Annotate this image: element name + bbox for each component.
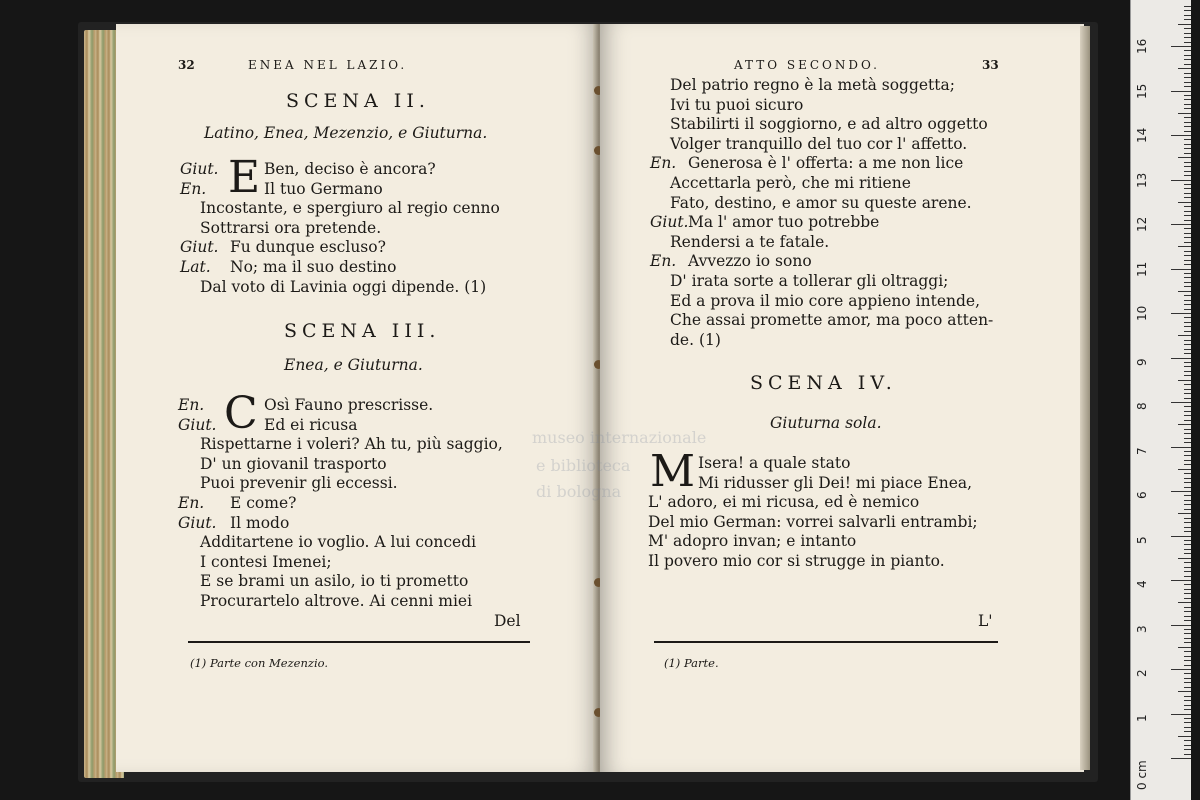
ruler-tick bbox=[1184, 660, 1191, 661]
ruler-tick bbox=[1184, 251, 1191, 252]
footnote-rule bbox=[654, 641, 998, 643]
ruler-tick bbox=[1184, 166, 1191, 167]
ruler-tick bbox=[1171, 536, 1191, 537]
ruler-tick bbox=[1171, 669, 1191, 670]
ruler-tick bbox=[1184, 277, 1191, 278]
speaker-label: Giut. bbox=[180, 160, 219, 178]
ruler-tick bbox=[1184, 429, 1191, 430]
ruler-tick bbox=[1184, 104, 1191, 105]
verse-line: E se brami un asilo, io ti prometto bbox=[200, 572, 469, 591]
speaker-label: En. bbox=[178, 494, 205, 512]
verse-line: Ben, deciso è ancora? bbox=[264, 160, 436, 178]
ruler-tick bbox=[1184, 371, 1191, 372]
ruler-tick bbox=[1184, 495, 1191, 496]
ruler-tick bbox=[1184, 611, 1191, 612]
ruler-tick bbox=[1184, 678, 1191, 679]
ruler-tick bbox=[1184, 642, 1191, 643]
right-catchword: L' bbox=[978, 612, 993, 630]
verse-line: Che assai promette amor, ma poco atten- bbox=[670, 311, 994, 330]
ruler-tick bbox=[1178, 647, 1191, 648]
left-page bbox=[116, 24, 598, 772]
ruler-tick bbox=[1184, 527, 1191, 528]
ruler-tick bbox=[1178, 602, 1191, 603]
ruler-tick bbox=[1184, 340, 1191, 341]
ruler-tick bbox=[1184, 228, 1191, 229]
ruler-number: 9 bbox=[1135, 357, 1149, 366]
ruler-number: 11 bbox=[1135, 261, 1149, 277]
verse-line: E come? bbox=[230, 494, 297, 512]
ruler-tick bbox=[1184, 700, 1191, 701]
verse-line: Volger tranquillo del tuo cor l' affetto. bbox=[670, 134, 968, 153]
watermark-line: museo internazionale bbox=[532, 428, 707, 447]
ruler-tick bbox=[1184, 740, 1191, 741]
ruler-tick bbox=[1184, 384, 1191, 385]
ruler-tick bbox=[1184, 673, 1191, 674]
ruler-tick bbox=[1184, 304, 1191, 305]
verse-line: Ed a prova il mio core appieno intende, bbox=[670, 291, 980, 310]
verse-line: Osì Fauno prescrisse. bbox=[264, 396, 434, 414]
verse-line: Sottrarsi ora pretende. bbox=[200, 218, 382, 237]
ruler-tick bbox=[1184, 344, 1191, 345]
ruler-tick bbox=[1178, 202, 1191, 203]
ruler-tick bbox=[1184, 86, 1191, 87]
ruler-tick bbox=[1184, 482, 1191, 483]
ruler-tick bbox=[1184, 633, 1191, 634]
ruler-tick bbox=[1184, 353, 1191, 354]
verse-line: I contesi Imenei; bbox=[200, 552, 332, 571]
ruler-tick bbox=[1184, 37, 1191, 38]
ruler-tick bbox=[1184, 518, 1191, 519]
ruler-tick bbox=[1184, 665, 1191, 666]
verse-line: Il modo bbox=[230, 513, 290, 532]
ruler-tick bbox=[1184, 656, 1191, 657]
ruler-tick bbox=[1184, 255, 1191, 256]
ruler-tick bbox=[1184, 184, 1191, 185]
verse-line: M' adopro invan; e intanto bbox=[648, 532, 857, 551]
ruler-tick bbox=[1184, 33, 1191, 34]
ruler-tick bbox=[1178, 424, 1191, 425]
ruler-tick bbox=[1184, 504, 1191, 505]
ruler-tick bbox=[1178, 513, 1191, 514]
ruler-tick bbox=[1184, 349, 1191, 350]
verse-line: Mi ridusser gli Dei! mi piace Enea, bbox=[698, 473, 973, 492]
ruler-number: 1 bbox=[1135, 713, 1149, 722]
ruler-tick bbox=[1184, 638, 1191, 639]
speaker-label: Giut. bbox=[178, 513, 217, 532]
ruler-tick bbox=[1184, 50, 1191, 51]
ruler-tick bbox=[1171, 625, 1191, 626]
ruler-tick bbox=[1184, 629, 1191, 630]
ruler-tick bbox=[1184, 264, 1191, 265]
ruler-tick bbox=[1184, 64, 1191, 65]
ruler-tick bbox=[1184, 108, 1191, 109]
ruler-tick bbox=[1184, 487, 1191, 488]
ruler-tick bbox=[1184, 309, 1191, 310]
ruler-tick bbox=[1184, 139, 1191, 140]
ruler-unit-label: 0 cm bbox=[1135, 760, 1149, 790]
ruler-tick bbox=[1184, 326, 1191, 327]
ruler-tick bbox=[1184, 77, 1191, 78]
ruler-tick bbox=[1184, 211, 1191, 212]
page-stack-edge bbox=[1080, 26, 1090, 770]
left-footnote: (1) Parte con Mezenzio. bbox=[190, 656, 328, 670]
ruler-tick bbox=[1178, 558, 1191, 559]
verse-line: Del mio German: vorrei salvarli entrambi; bbox=[648, 512, 978, 531]
ruler-tick bbox=[1184, 473, 1191, 474]
ruler-tick bbox=[1184, 206, 1191, 207]
ruler-tick bbox=[1184, 442, 1191, 443]
ruler-tick bbox=[1184, 433, 1191, 434]
ruler-tick bbox=[1184, 705, 1191, 706]
ruler-tick bbox=[1171, 180, 1191, 181]
ruler-tick bbox=[1184, 522, 1191, 523]
ruler-tick bbox=[1184, 616, 1191, 617]
ruler-tick bbox=[1184, 82, 1191, 83]
ruler-tick bbox=[1184, 754, 1191, 755]
right-folio: 33 bbox=[982, 58, 999, 72]
scene-title-iv: SCENA IV. bbox=[750, 372, 897, 394]
ruler-tick bbox=[1184, 607, 1191, 608]
ruler-tick bbox=[1184, 576, 1191, 577]
scene-ii-cast: Latino, Enea, Mezenzio, e Giuturna. bbox=[204, 124, 488, 142]
verse-line: Generosa è l' offerta: a me non lice bbox=[688, 154, 964, 173]
verse-line: Ed ei ricusa bbox=[264, 415, 358, 434]
ruler-tick bbox=[1184, 6, 1191, 7]
ruler-tick bbox=[1184, 28, 1191, 29]
ruler-tick bbox=[1184, 19, 1191, 20]
scene-iv-cast: Giuturna sola. bbox=[770, 414, 882, 432]
left-running-head: ENEA NEL LAZIO. bbox=[248, 58, 408, 72]
ruler-tick bbox=[1184, 197, 1191, 198]
ruler-tick bbox=[1184, 42, 1191, 43]
ruler-tick bbox=[1184, 59, 1191, 60]
ruler-tick bbox=[1184, 727, 1191, 728]
ruler-tick bbox=[1184, 598, 1191, 599]
ruler-tick bbox=[1184, 651, 1191, 652]
speaker-label: En. bbox=[650, 154, 677, 173]
ruler-tick bbox=[1184, 571, 1191, 572]
ruler-tick bbox=[1184, 584, 1191, 585]
ruler-tick bbox=[1171, 135, 1191, 136]
ruler-tick bbox=[1184, 553, 1191, 554]
ruler-tick bbox=[1178, 691, 1191, 692]
ruler-number: 12 bbox=[1135, 216, 1149, 232]
ruler-tick bbox=[1184, 317, 1191, 318]
ruler-tick bbox=[1184, 366, 1191, 367]
ruler-tick bbox=[1184, 687, 1191, 688]
ruler-tick bbox=[1184, 411, 1191, 412]
ruler-tick bbox=[1184, 478, 1191, 479]
ruler-tick bbox=[1171, 358, 1191, 359]
right-running-head: ATTO SECONDO. bbox=[734, 58, 880, 72]
ruler-tick bbox=[1171, 714, 1191, 715]
speaker-label: En. bbox=[650, 252, 677, 271]
ruler-tick bbox=[1171, 91, 1191, 92]
drop-cap: E bbox=[228, 152, 261, 203]
verse-line: Del patrio regno è la metà soggetta; bbox=[670, 76, 955, 94]
speaker-label: En. bbox=[178, 396, 205, 414]
ruler-tick bbox=[1184, 122, 1191, 123]
scene-title-iii: SCENA III. bbox=[284, 320, 441, 342]
footnote-rule bbox=[188, 641, 530, 643]
ruler-tick bbox=[1171, 580, 1191, 581]
left-folio: 32 bbox=[178, 58, 195, 72]
ruler-tick bbox=[1178, 291, 1191, 292]
speaker-label: Giut. bbox=[180, 238, 219, 257]
ruler-tick bbox=[1184, 745, 1191, 746]
ruler-tick bbox=[1184, 722, 1191, 723]
ruler-tick bbox=[1184, 175, 1191, 176]
ruler-tick bbox=[1184, 55, 1191, 56]
verse-line: Accettarla però, che mi ritiene bbox=[670, 174, 911, 192]
ruler-tick bbox=[1178, 24, 1191, 25]
ruler-tick bbox=[1184, 455, 1191, 456]
ruler-tick bbox=[1184, 531, 1191, 532]
ruler-number: 8 bbox=[1135, 402, 1149, 410]
ruler-tick bbox=[1184, 233, 1191, 234]
right-page bbox=[600, 24, 1084, 772]
verse-line: Additartene io voglio. A lui concedi bbox=[200, 533, 477, 552]
ruler-tick bbox=[1184, 15, 1191, 16]
verse-line: L' adoro, ei mi ricusa, ed è nemico bbox=[648, 493, 920, 512]
verse-line: Ma l' amor tuo potrebbe bbox=[688, 213, 880, 232]
speaker-label: Giut. bbox=[178, 415, 217, 434]
ruler-number: 14 bbox=[1135, 127, 1149, 143]
watermark-line: e biblioteca bbox=[536, 456, 631, 475]
verse-line: Isera! a quale stato bbox=[698, 454, 851, 472]
ruler-tick bbox=[1184, 73, 1191, 74]
ruler-tick bbox=[1184, 393, 1191, 394]
verse-line: Ivi tu puoi sicuro bbox=[670, 95, 804, 114]
ruler-tick bbox=[1184, 331, 1191, 332]
ruler-tick bbox=[1184, 567, 1191, 568]
ruler-tick bbox=[1184, 460, 1191, 461]
ruler-tick bbox=[1184, 148, 1191, 149]
ruler-tick bbox=[1171, 224, 1191, 225]
ruler-tick bbox=[1184, 131, 1191, 132]
ruler-tick bbox=[1178, 335, 1191, 336]
ruler-tick bbox=[1184, 451, 1191, 452]
ruler-tick bbox=[1184, 464, 1191, 465]
verse-line: D' un giovanil trasporto bbox=[200, 454, 387, 473]
verse-line: Stabilirti il soggiorno, e ad altro oggetto bbox=[670, 115, 988, 134]
ruler-tick bbox=[1171, 491, 1191, 492]
ruler-tick bbox=[1184, 749, 1191, 750]
ruler-tick bbox=[1184, 438, 1191, 439]
ruler-tick bbox=[1184, 193, 1191, 194]
ruler-tick bbox=[1178, 113, 1191, 114]
ruler-tick bbox=[1184, 718, 1191, 719]
ruler-tick bbox=[1184, 260, 1191, 261]
ruler-tick bbox=[1184, 10, 1191, 11]
verse-line: Il tuo Germano bbox=[264, 179, 383, 198]
ruler-tick bbox=[1184, 162, 1191, 163]
scene-iii-cast: Enea, e Giuturna. bbox=[284, 356, 423, 374]
verse-line: D' irata sorte a tollerar gli oltraggi; bbox=[670, 272, 949, 290]
left-catchword: Del bbox=[494, 612, 521, 630]
ruler-tick bbox=[1184, 153, 1191, 154]
verse-line: Procurartelo altrove. Ai cenni miei bbox=[200, 592, 473, 610]
verse-line: Rendersi a te fatale. bbox=[670, 232, 830, 251]
ruler-tick bbox=[1184, 682, 1191, 683]
ruler-number: 15 bbox=[1135, 83, 1149, 99]
ruler-number: 3 bbox=[1135, 624, 1149, 633]
ruler-tick bbox=[1184, 220, 1191, 221]
ruler-tick bbox=[1171, 758, 1191, 759]
ruler-tick bbox=[1184, 696, 1191, 697]
ruler-tick bbox=[1184, 362, 1191, 363]
speaker-label: En. bbox=[180, 179, 207, 198]
ruler-tick bbox=[1178, 380, 1191, 381]
verse-line: Il povero mio cor si strugge in pianto. bbox=[648, 552, 945, 570]
ruler-tick bbox=[1184, 171, 1191, 172]
ruler-number: 4 bbox=[1135, 580, 1149, 588]
scene-title-ii: SCENA II. bbox=[286, 90, 430, 112]
ruler-tick bbox=[1184, 406, 1191, 407]
ruler-tick bbox=[1171, 46, 1191, 47]
ruler-tick bbox=[1184, 188, 1191, 189]
ruler-number: 6 bbox=[1135, 491, 1149, 499]
ruler-tick bbox=[1184, 215, 1191, 216]
ruler-tick bbox=[1178, 246, 1191, 247]
ruler-tick bbox=[1171, 447, 1191, 448]
verse-line: de. (1) bbox=[670, 330, 721, 349]
ruler-number: 7 bbox=[1135, 446, 1149, 455]
ruler-tick bbox=[1178, 68, 1191, 69]
verse-line: No; ma il suo destino bbox=[230, 258, 397, 276]
ruler-tick bbox=[1184, 544, 1191, 545]
verse-line: Avvezzo io sono bbox=[688, 252, 812, 271]
drop-cap: M bbox=[650, 446, 696, 497]
ruler-tick bbox=[1171, 313, 1191, 314]
ruler-tick bbox=[1178, 157, 1191, 158]
ruler-tick bbox=[1184, 509, 1191, 510]
ruler-number: 13 bbox=[1135, 172, 1149, 188]
ruler-tick bbox=[1184, 295, 1191, 296]
ruler-tick bbox=[1184, 589, 1191, 590]
ruler-tick bbox=[1178, 736, 1191, 737]
verse-line: Rispettarne i voleri? Ah tu, più saggio, bbox=[200, 435, 503, 454]
ruler-tick bbox=[1184, 540, 1191, 541]
measurement-ruler bbox=[1130, 0, 1191, 800]
watermark-line: di bologna bbox=[536, 482, 622, 501]
ruler-tick bbox=[1184, 415, 1191, 416]
drop-cap: C bbox=[224, 388, 258, 439]
ruler-tick bbox=[1184, 273, 1191, 274]
verse-line: Incostante, e spergiuro al regio cenno bbox=[200, 199, 500, 218]
ruler-tick bbox=[1184, 389, 1191, 390]
verse-line: Puoi prevenir gli eccessi. bbox=[200, 474, 398, 493]
ruler-tick bbox=[1184, 500, 1191, 501]
right-footnote: (1) Parte. bbox=[664, 656, 719, 670]
ruler-tick bbox=[1184, 126, 1191, 127]
ruler-tick bbox=[1184, 398, 1191, 399]
ruler-tick bbox=[1184, 300, 1191, 301]
verse-line: Fu dunque escluso? bbox=[230, 238, 386, 257]
ruler-tick bbox=[1184, 322, 1191, 323]
ruler-tick bbox=[1184, 286, 1191, 287]
ruler-number: 5 bbox=[1135, 535, 1149, 544]
ruler-tick bbox=[1178, 469, 1191, 470]
ruler-tick bbox=[1171, 402, 1191, 403]
ruler-number: 2 bbox=[1135, 669, 1149, 677]
ruler-tick bbox=[1184, 117, 1191, 118]
speaker-label: Giut. bbox=[650, 213, 689, 232]
ruler-number: 16 bbox=[1135, 38, 1149, 54]
verse-line: Dal voto di Lavinia oggi dipende. (1) bbox=[200, 277, 487, 296]
ruler-tick bbox=[1184, 620, 1191, 621]
speaker-label: Lat. bbox=[180, 258, 211, 276]
ruler-tick bbox=[1184, 593, 1191, 594]
ruler-tick bbox=[1184, 282, 1191, 283]
ruler-tick bbox=[1184, 242, 1191, 243]
ruler-tick bbox=[1184, 95, 1191, 96]
ruler-tick bbox=[1184, 731, 1191, 732]
ruler-tick bbox=[1184, 375, 1191, 376]
ruler-tick bbox=[1184, 709, 1191, 710]
ruler-tick bbox=[1171, 269, 1191, 270]
verse-line: Fato, destino, e amor su queste arene. bbox=[670, 193, 972, 212]
ruler-tick bbox=[1184, 99, 1191, 100]
ruler-tick bbox=[1184, 144, 1191, 145]
ruler-number: 10 bbox=[1135, 305, 1149, 321]
ruler-tick bbox=[1184, 562, 1191, 563]
ruler-tick bbox=[1184, 420, 1191, 421]
ruler-tick bbox=[1184, 549, 1191, 550]
ruler-tick bbox=[1184, 237, 1191, 238]
